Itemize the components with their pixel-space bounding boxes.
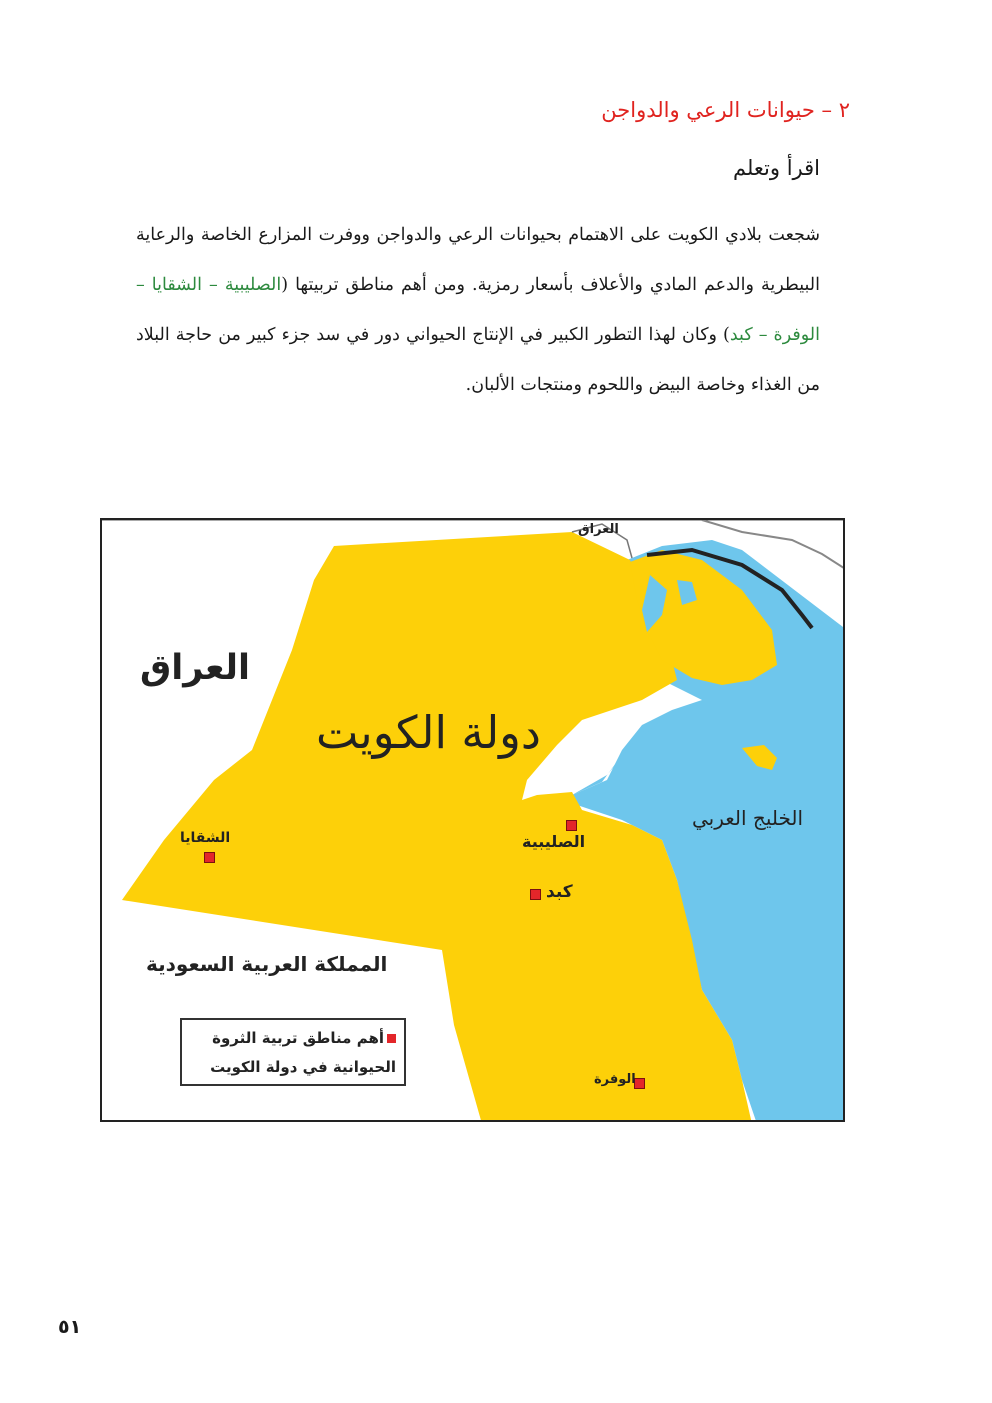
legend-line-1 <box>190 1024 396 1053</box>
legend-text-1: أهم مناطق تربية الثروة <box>212 1029 384 1047</box>
paragraph-text-after: ) وكان لهذا التطور الكبير في الإنتاج الحيواني دور في سد جزء كبير من حاجة البلاد من الغذاء وخاصة البيض واللحوم ومنتجات الألبان. <box>136 325 820 395</box>
kuwait-map <box>100 518 845 1122</box>
map-marker-kabd <box>530 889 541 900</box>
iraq-small-label: العراق <box>578 522 619 537</box>
shaqaya-label: الشقايا <box>180 830 231 846</box>
map-marker-shaqaya <box>204 852 215 863</box>
gulf-label: الخليج العربي <box>692 806 804 830</box>
paragraph-text-before: شجعت بلادي الكويت على الاهتمام بحيوانات الرعي والدواجن ووفرت المزارع الخاصة والرعاية البيطرية والدعم المادي والأعلاف بأسعار رمزية. ومن أهم مناطق تربيتها ( <box>136 225 820 295</box>
sulaibiya-label: الصليبية <box>522 832 586 851</box>
map-marker-sulaibiya <box>566 820 577 831</box>
saudi-label: المملكة العربية السعودية <box>146 952 388 976</box>
country-label: دولة الكويت <box>316 706 541 759</box>
legend-line-2: الحيوانية في دولة الكويت <box>210 1058 396 1076</box>
body-paragraph <box>136 210 820 410</box>
iraq-label: العراق <box>140 648 250 688</box>
wafra-label: الوفرة <box>594 1072 636 1087</box>
paragraph-highlight-regions: الصليبية – الشقايا – الوفرة – كبد <box>136 275 820 345</box>
kabd-label: كبد <box>546 882 573 902</box>
page-number: ٥١ <box>58 1316 82 1338</box>
legend-marker-icon <box>387 1034 396 1043</box>
section-heading: ٢ – حيوانات الرعي والدواجن <box>601 98 850 122</box>
read-and-learn-heading: اقرأ وتعلم <box>732 156 820 180</box>
map-legend <box>180 1018 406 1086</box>
